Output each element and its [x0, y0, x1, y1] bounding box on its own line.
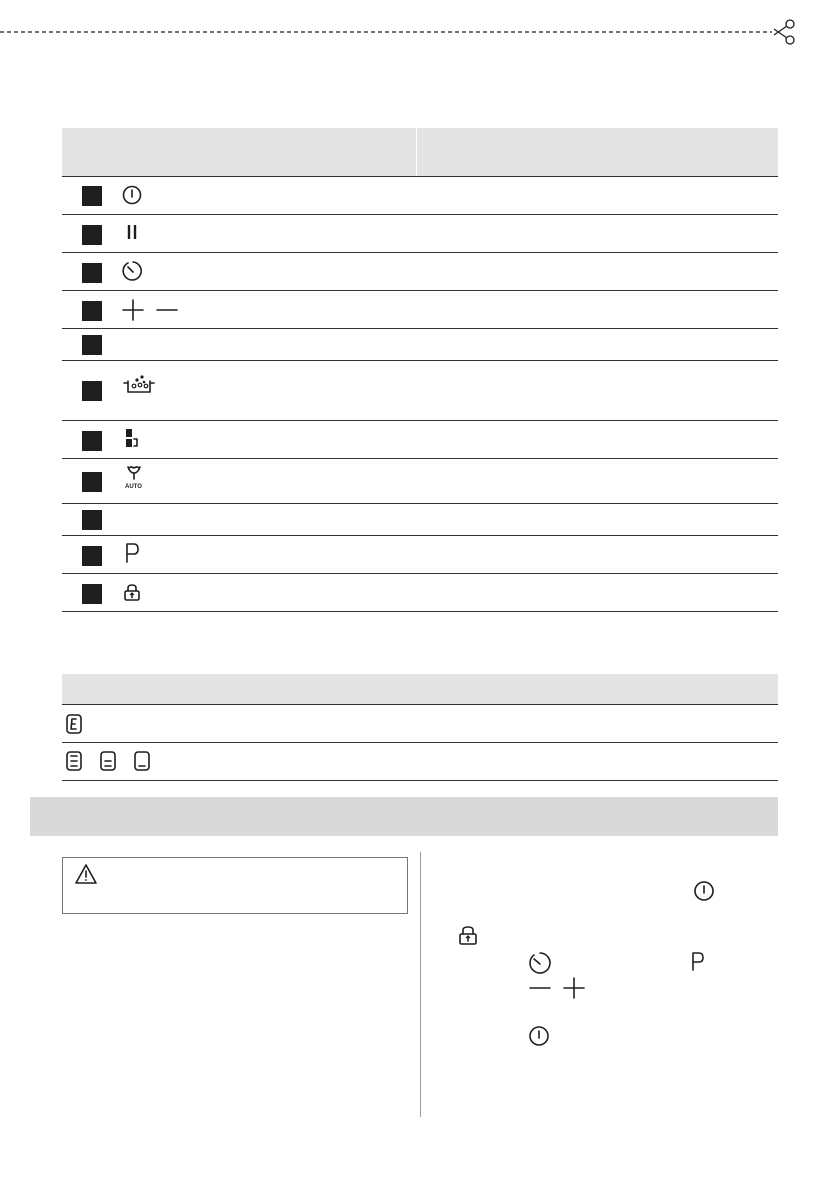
- minus-icon: [156, 299, 178, 321]
- row-number-box: [82, 263, 102, 283]
- warning-triangle-icon: [75, 864, 97, 884]
- power-icon: [528, 1025, 550, 1047]
- table-row: [62, 574, 778, 612]
- residual-heat-display-icon: [66, 751, 156, 773]
- row-number-box: [82, 301, 102, 321]
- display-table: [62, 674, 778, 781]
- minus-icon: [528, 976, 552, 1000]
- table-row: [62, 215, 778, 253]
- table-row: [62, 291, 778, 329]
- row-number-box: [82, 186, 102, 206]
- table-header: [62, 128, 778, 177]
- table-row: [62, 705, 778, 743]
- row-number-box: [82, 510, 102, 530]
- hood-fan-auto-icon: [122, 463, 146, 491]
- scissors-icon: [774, 20, 794, 44]
- power-icon: [693, 880, 715, 902]
- error-e-display-icon: [66, 714, 82, 734]
- cut-line: [0, 0, 839, 42]
- lock-icon: [458, 925, 478, 947]
- table-header: [62, 674, 778, 705]
- table-row: [62, 421, 778, 459]
- row-number-box: [82, 381, 102, 401]
- row-number-box: [82, 546, 102, 566]
- lock-icon: [122, 583, 142, 603]
- table-row: [62, 329, 778, 361]
- auto-label: AUTO: [125, 484, 142, 490]
- row-number-box: [82, 431, 102, 451]
- table-row: [62, 743, 778, 781]
- warning-box: [62, 857, 408, 914]
- boiling-pot-icon: [122, 370, 156, 396]
- row-number-box: [82, 584, 102, 604]
- timer-icon: [122, 260, 144, 282]
- control-panel-table: [62, 128, 778, 612]
- bridge-zones-icon: [122, 428, 142, 450]
- table-row: [62, 459, 778, 504]
- program-p-icon: [688, 950, 708, 972]
- plus-icon: [122, 299, 144, 321]
- table-row: [62, 536, 778, 574]
- pause-icon: [122, 223, 142, 243]
- table-row: [62, 504, 778, 536]
- plus-icon: [562, 976, 586, 1000]
- row-number-box: [82, 335, 102, 355]
- table-row: [62, 253, 778, 291]
- row-number-box: [82, 225, 102, 245]
- table-row: [62, 361, 778, 421]
- section-heading-bar: [30, 797, 778, 836]
- program-p-icon: [122, 542, 142, 564]
- row-number-box: [82, 472, 102, 492]
- power-icon: [122, 185, 142, 205]
- timer-icon: [528, 951, 552, 975]
- column-divider: [420, 852, 421, 1117]
- table-row: [62, 177, 778, 215]
